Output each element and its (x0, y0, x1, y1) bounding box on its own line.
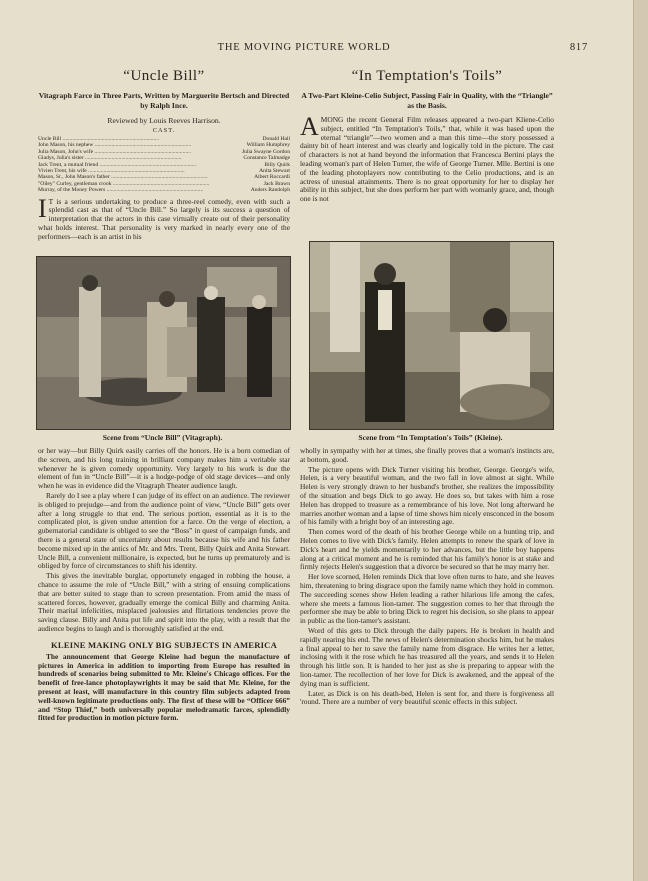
kleine-notice-body: The announcement that George Kleine had begun the manufacture of pictures in America in addition to importing from Europe has resulted in hundreds of scenarios being submitted to Mr. Kleine's Chicago offices. For the benefit of free-lance photoplaywrights it may be said that Mr. Kleine, for the present at least, will manufacture in this country film subjects adapted from well-known legitimate productions only. The first of these will be “Officer 666” and “Stop Thief,” both universally popular melodramatic farces, splendidly fitted for production in motion picture form. (38, 651, 290, 723)
temptation-intro-paragraph (300, 112, 554, 204)
intro-text: MONG the recent General Film releases appeared a two-part Kliene-Celio subject, entitled “In Temptation's Toils,” that, while it was based upon the eternal “triangle”—two women and a man this time—the story possessed a dainty bit of heart interest and was clearly and logically told in the picture. The cast of characters is not at hand beyond the information that Francesca Bertini plays the leading woman's part of Helen Turner, the wife of George Turner. Mlle. Bertini is one of the leading photoplayers now contributing to the Celio productions, and is an actress of unusual attainments. There is no great opportunity for her to display her ability in this subject, but she does perform her part with womanly grace, and, though one is not (300, 115, 554, 204)
page-number: 817 (569, 42, 588, 53)
temptation-photo (309, 241, 554, 430)
kleine-notice (38, 653, 290, 723)
body-paragraph: or her way—but Billy Quirk easily carries off the honors. He is a born comedian of the screen, and his long training in brilliant company makes him a veritable star whenever he is given comedy opportunity. Very largely to his work is due the element of fun in “Uncle Bill”—it is a hodge-podge of old stage devices—and only when he was in evidence did the Vitagraph Theater audience laugh. (38, 446, 290, 491)
body-paragraph: Later, as Dick is on his death-bed, Helen is sent for, and there is forgiveness all 'round. There are a number of very beautiful scenic effects in this subject. (300, 688, 554, 707)
uncle-bill-article-top (38, 64, 290, 243)
cast-role: Uncle Bill ..... (38, 136, 261, 142)
temptation-title: “In Temptation's Toils” (351, 68, 503, 84)
cast-role: Vivien Trent, his wife ..... (38, 168, 257, 174)
body-paragraph: This gives the inevitable burglar, opportunely engaged in robbing the house, a chance to assume the role of “Uncle Bill,” with a string of ensuing complications that are better suited to stage than to screen presentation. From amid the mass of scattered forces, however, gradually emerge the comical Billy and charming Anita. Their marital infelicities, misplaced jealousies and flirtatious tendencies prove the saving clause. Billy and Anita put life and spirit into the play, with a result that the audience begins to laugh and is thoroughly satisfied at the end. (38, 571, 290, 633)
uncle-bill-subtitle: Vitagraph Farce in Three Parts, Written by Marguerite Bertsch and Directed by Ralph Ince. (38, 91, 290, 110)
body-paragraph: Her love scorned, Helen reminds Dick that love often turns to hate, and she leaves him, threatening to bring disgrace upon the family name which they hold in common. The succeeding scenes show Helen leading a rather hilarious life among the cafes, where she meets a famous lion-tamer. The suggestion comes to her that through the performer she may be able to bring Dick to regret his decision, so she plans to appear in public as the lion-tamer's assistant. (300, 572, 554, 626)
body-paragraph: The picture opens with Dick Turner visiting his brother, George. George's wife, Helen, is a very beautiful woman, and the two fall in love almost at sight. While Helen is very strongly drawn to her husband's brother, she realizes the impossibility of the situation and begs Dick to go away. He does so, but takes with him a rose Helen has dropped to treasure as a remembrance of his love. Not long afterward he marries another woman and a lapse of time shows him nicely ensconced in the bosom of his family with a bright boy of an interesting age. (300, 464, 554, 527)
temptation-article-body (300, 447, 554, 708)
temptation-subtitle: A Two-Part Kleine-Celio Subject, Passing Fair in Quality, with the “Triangle” as the Basis. (301, 91, 553, 110)
cast-actor: Albert Roccardi (254, 174, 290, 181)
cast-actor: Donald Hall (262, 136, 290, 142)
uncle-bill-article-body (38, 447, 290, 724)
cast-heading: CAST. (152, 127, 176, 134)
body-paragraph: Then comes word of the death of his brother George while on a hunting trip, and Helen comes to live with Dick's family. Helen attempts to renew the spark of love in Dick's heart and he yields momentarily to her advances, but the little boy happens along at a critical moment and he is reminded that his family's honor is at stake and firmly rejects Helen's suggestion that a divorce be secured so that he may marry her. (300, 527, 554, 572)
binding-edge (633, 0, 648, 881)
body-paragraph: Rarely do I see a play where I can judge of its effect on an audience. The reviewer is obliged to prejudge—and from the audience point of view, “Uncle Bill” gets over after a long struggle to that end. The serious portion, essential as it is to the complicated plot, is given undue attention for a farce. On the verge of election, a gubernatorial candidate is obliged to see the “Boss” in quest of campaign funds, and there is a general state of uncertainty about results because his wife and his father become mixed up in the antics of Mr. and Mrs. Trent, Billy Quirk and Anita Stewart. Uncle Bill, a convenient millionaire, is expected, but he turns up prematurely and is obliged by force of circumstances to shift his identity. (38, 490, 290, 571)
reviewer-byline: Reviewed by Louis Reeves Harrison. (107, 116, 221, 125)
drop-cap: A (300, 112, 319, 141)
uncle-bill-photo-caption: Scene from “Uncle Bill” (Vitagraph). (102, 433, 223, 442)
intro-text: T is a serious undertaking to produce a three-reel comedy, even with such a splendid cast as that of “Uncle Bill.” So largely is its success a question of interpretation that the actors in this case virtually create out of their personality what holds interest. That personality is very marked in nearly every one of the performers—each is an artist in his (38, 196, 290, 241)
body-paragraph: Word of this gets to Dick through the daily papers. He is broken in health and rapidly nearing his end. The news of Helen's determination shocks him, but he makes a final appeal to her to save the family name from disgrace. He writes her a letter, inclosing with it the rose which he has treasured all the years, and sends it to Helen through his little son. It is handed to her just as she is preparing to appear with the lion-tamer. The recollection of her love for Dick is awakened, and the appeal of the dying man is sufficient. (300, 625, 554, 688)
cast-actor: Anders Randolph (250, 187, 290, 194)
uncle-bill-title: “Uncle Bill” (123, 68, 205, 84)
kleine-notice-title: KLEINE MAKING ONLY BIG SUBJECTS IN AMERICA (51, 639, 277, 650)
cast-role: "Oiley" Curley, gentleman crook ..... (38, 181, 262, 187)
cast-actor: Constance Talmadge (243, 155, 290, 162)
cast-role: John Mason, his nephew ..... (38, 142, 245, 148)
cast-list (38, 136, 290, 194)
body-paragraph: wholly in sympathy with her at times, she finally proves that a woman's instincts are, at bottom, good. (300, 446, 554, 464)
uncle-bill-photo (36, 256, 291, 430)
temptation-article-top (300, 64, 554, 205)
cast-actor: Billy Quirk (264, 161, 290, 168)
uncle-bill-intro-paragraph (38, 193, 290, 242)
cast-role: Julia Mason, John's wife ..... (38, 149, 240, 155)
cast-role: Mason, Sr., John Mason's father ..... (38, 174, 252, 180)
cast-role: Jack Trent, a mutual friend ..... (38, 162, 262, 168)
cast-actor: Anita Stewart (259, 168, 290, 175)
publication-title: THE MOVING PICTURE WORLD (217, 42, 391, 53)
cast-row (38, 187, 290, 193)
cast-actor: Julia Swayne Gordon (241, 148, 290, 155)
cast-role: Murray, of the Money Powers ..... (38, 187, 249, 193)
cast-actor: William Humphrey (246, 142, 290, 149)
drop-cap: I (38, 193, 47, 223)
cast-role: Gladys, Julia's sister ..... (38, 155, 241, 161)
temptation-photo-caption: Scene from “In Temptation's Toils” (Kleine). (358, 433, 503, 442)
cast-actor: Jack Brawn (263, 180, 290, 187)
